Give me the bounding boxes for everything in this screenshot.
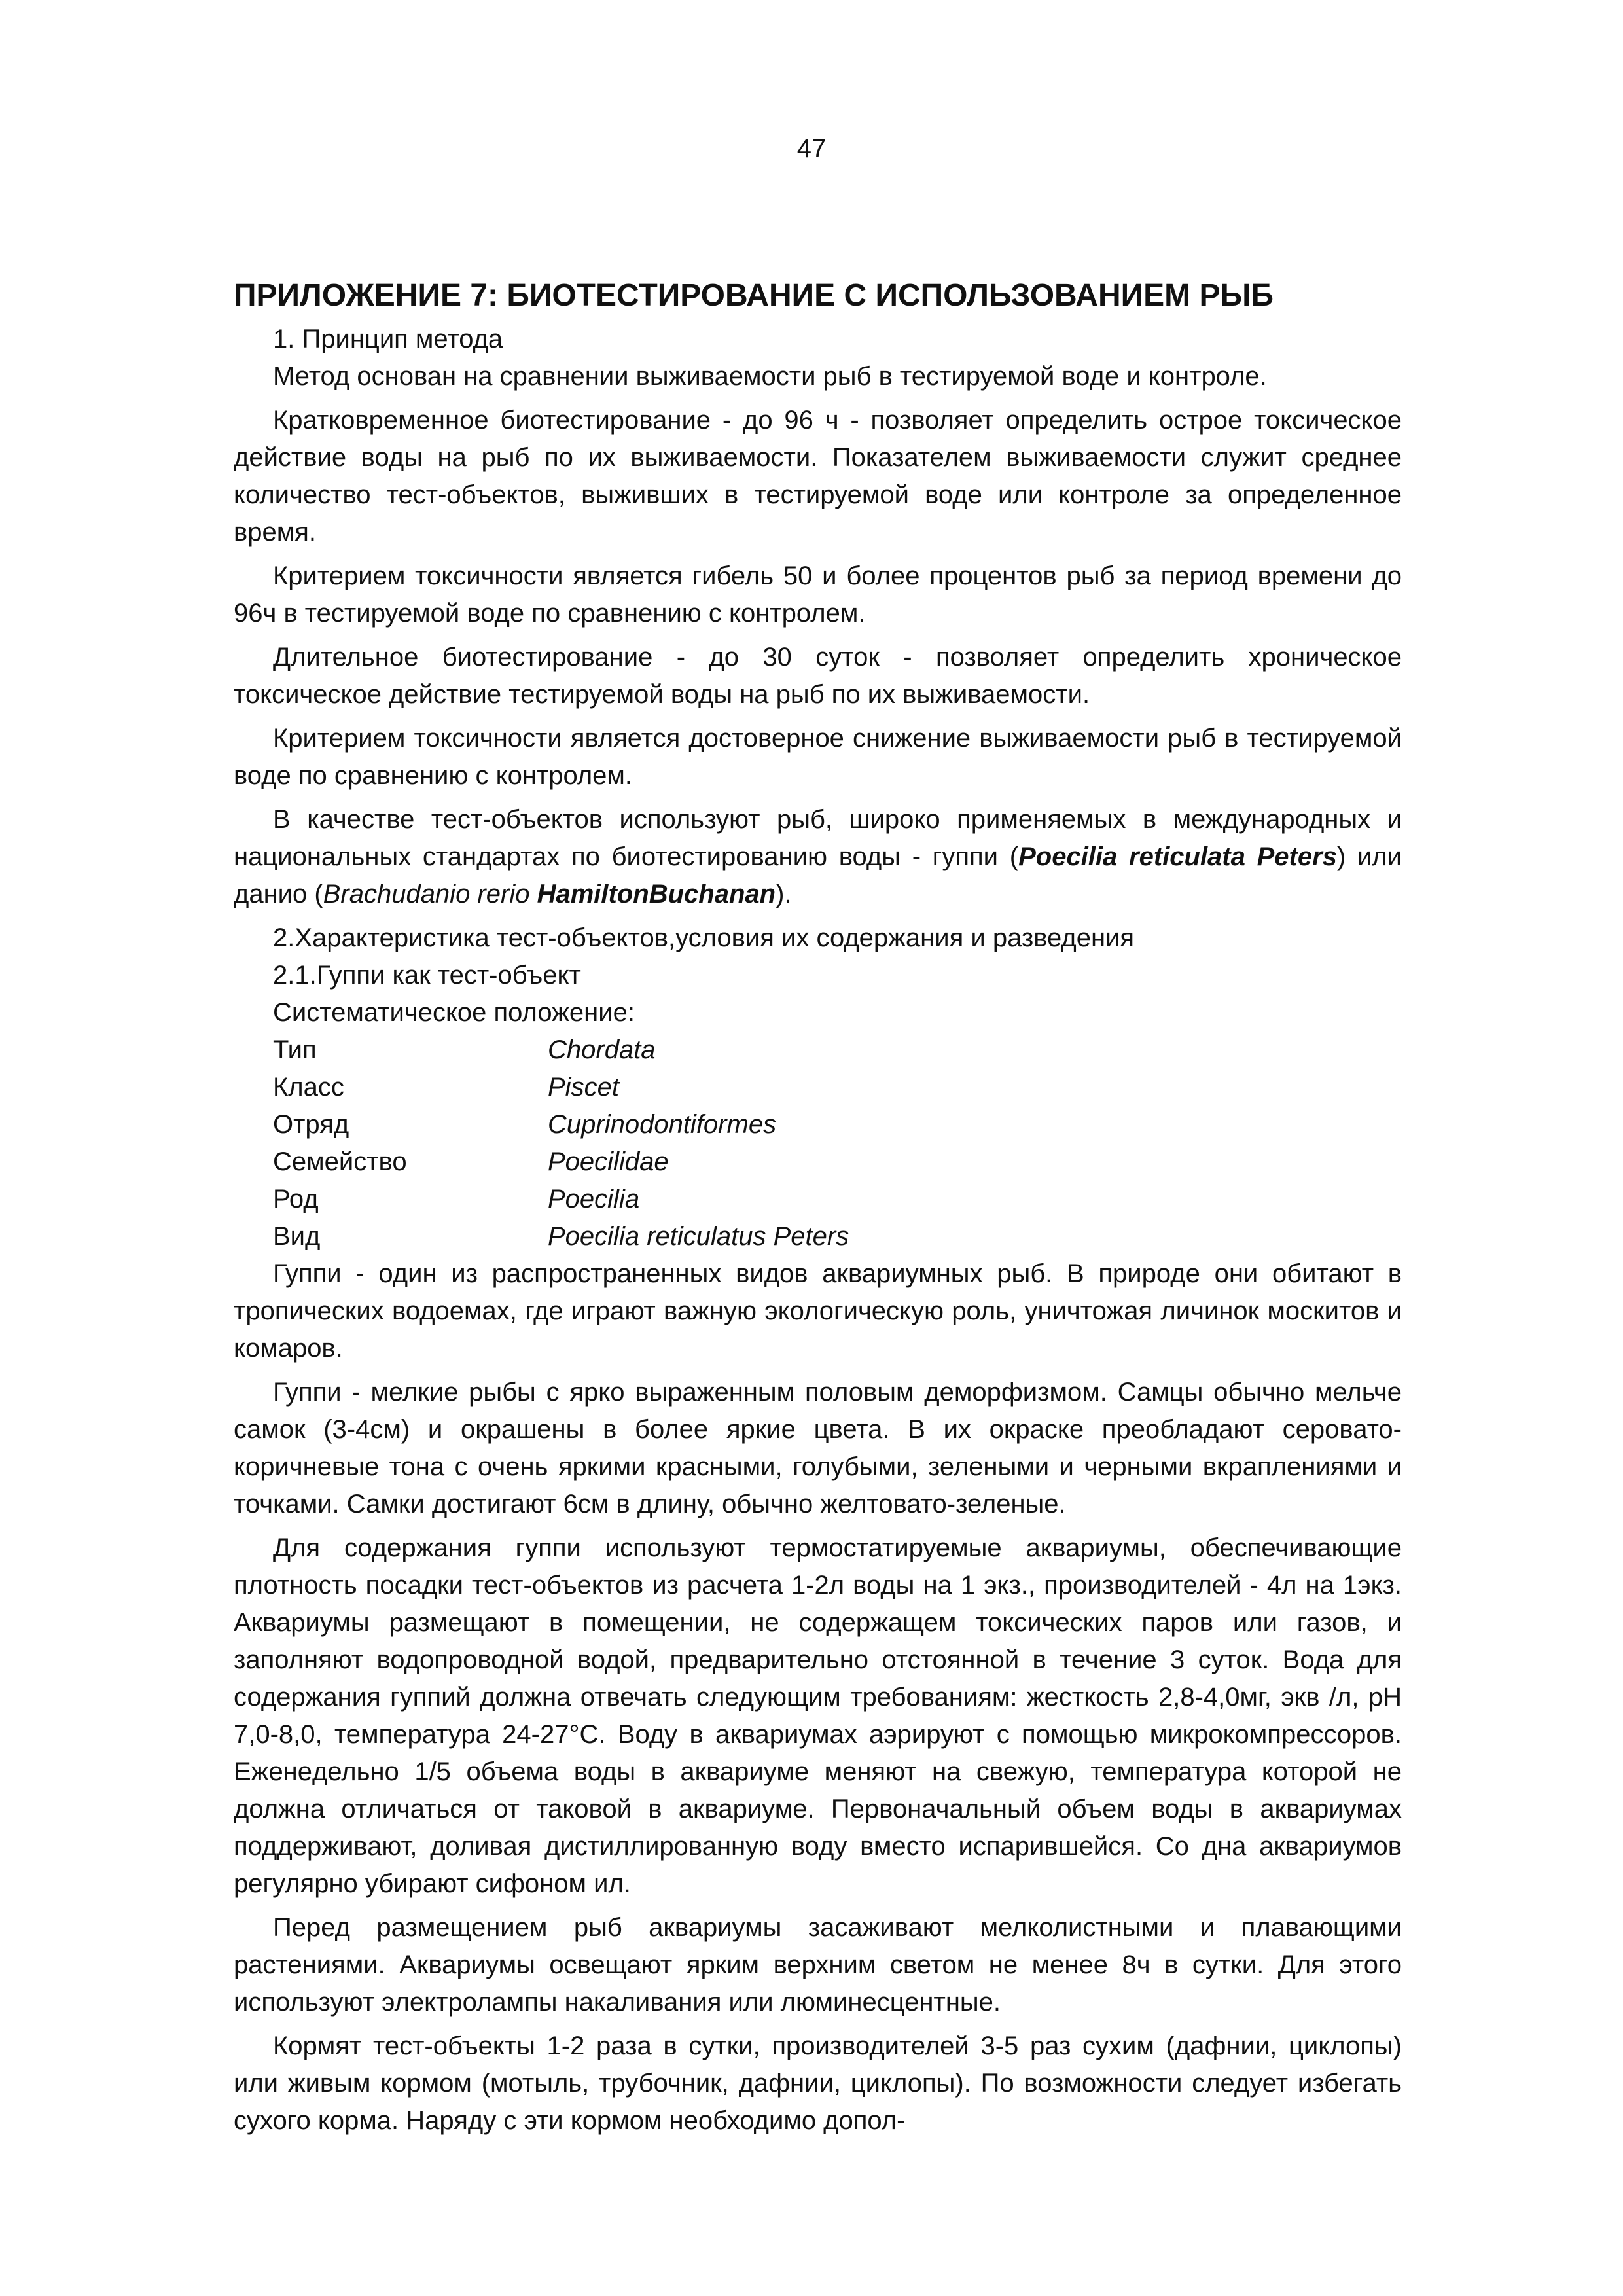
- taxonomy-table: [273, 1031, 849, 1255]
- taxonomy-row: [273, 1031, 849, 1069]
- paragraph-test-species: В качестве тест-объектов используют рыб, широко применяемых в международных и национальных стандартах по биотестированию воды - гуппи (Poecilia reticulata Peters) или данио (Brachudanio rerio HamiltonBuchanan).: [234, 805, 1402, 908]
- taxonomy-label: Систематическое положение:: [273, 998, 635, 1027]
- section-1-heading: 1. Принцип метода: [273, 325, 503, 353]
- taxonomy-row: [273, 1069, 849, 1106]
- paragraph-guppy-housing: Для содержания гуппи используют термостатируемые аквариумы, обеспечивающие плотность посадки тест-объектов из расчета 1-2л воды на 1 экз., производителей - 4л на 1экз. Аквариумы размещают в помещении, не содержащем токсических паров или газов, и заполняют водопроводной водой, предварительно отстоянной в течение 3 суток. Вода для содержания гуппий должна отвечать следующим требованиям: жесткость 2,8-4,0мг, экв /л, pH 7,0-8,0, температура 24-27°С. Воду в аквариумах аэрируют с помощью микрокомпрессоров. Еженeдельно 1/5 объема воды в аквариуме меняют на свежую, температура которой не должна отличаться от таковой в аквариуме. Первоначальный объем воды в аквариумах поддерживают, доливая дистиллированную воду вместо испарившейся. Со дна аквариумов регулярно убирают сифоном ил.: [234, 1534, 1402, 1898]
- section-2-heading: 2.Характеристика тест-объектов,условия их содержания и разведения: [273, 924, 1135, 952]
- taxonomy-row: [273, 1181, 849, 1218]
- paragraph-long-term-test: Длительное биотестирование - до 30 суток - позволяет определить хроническое токсическое действие тестируемой воды на рыб по их выживаемости.: [234, 643, 1402, 709]
- taxonomy-rank: Класс: [273, 1073, 344, 1102]
- paragraph-toxicity-criterion-chronic: Критерием токсичности является достоверное снижение выживаемости рыб в тестируемой воде по сравнению с контролем.: [234, 724, 1402, 790]
- taxonomy-row: [273, 1143, 849, 1181]
- taxonomy-row: [273, 1218, 849, 1255]
- taxonomy-value: Cuprinodontiformes: [548, 1110, 777, 1139]
- paragraph-feeding: Кормят тест-объекты 1-2 раза в сутки, производителей 3-5 раз сухим (дафнии, циклопы) или живым кормом (мотыль, трубочник, дафнии, циклопы). По возможности следует избегать сухого корма. Наряду с эти кормом необходимо допол-: [234, 2032, 1402, 2135]
- taxonomy-rank: Тип: [273, 1035, 317, 1064]
- taxonomy-rank: Отряд: [273, 1110, 349, 1139]
- paragraph-short-term-test: Кратковременное биотестирование - до 96 ч - позволяет определить острое токсическое действие воды на рыб по их выживаемости. Показателем выживаемости служит среднее количество тест-объектов, выживших в тестируемой воде или контроле за определенное время.: [234, 406, 1402, 547]
- section-2-1-heading: 2.1.Гуппи как тест-объект: [273, 961, 581, 990]
- paragraph-toxicity-criterion-acute: Критерием токсичности является гибель 50 и более процентов рыб за период времени до 96ч в тестируемой воде по сравнению с контролем.: [234, 562, 1402, 628]
- taxonomy-row: [273, 1106, 849, 1143]
- document-body: [234, 275, 1402, 2146]
- taxonomy-rank: Вид: [273, 1222, 321, 1251]
- species-danio-author: HamiltonBuchanan: [537, 880, 776, 908]
- species-danio-name: Brachudanio rerio: [323, 880, 530, 908]
- taxonomy-value: Chordata: [548, 1035, 656, 1064]
- taxonomy-value: Poecilia: [548, 1185, 640, 1213]
- taxonomy-value: Poecilidae: [548, 1147, 669, 1176]
- taxonomy-value: Poecilia reticulatus Peters: [548, 1222, 849, 1251]
- paragraph-method-basis: Метод основан на сравнении выживаемости рыб в тестируемой воде и контроле.: [273, 362, 1267, 391]
- paragraph-guppy-ecology: Гуппи - один из распространенных видов аквариумных рыб. В природе они обитают в тропических водоемах, где играют важную экологическую роль, уничтожая личинок москитов и комаров.: [234, 1259, 1402, 1363]
- appendix-title: ПРИЛОЖЕНИЕ 7: БИОТЕСТИРОВАНИЕ С ИСПОЛЬЗОВАНИЕМ РЫБ: [234, 278, 1274, 313]
- taxonomy-rank: Род: [273, 1185, 319, 1213]
- species-guppy-name: Poecilia reticulata Peters: [1018, 842, 1337, 871]
- taxonomy-rank: Семейство: [273, 1147, 407, 1176]
- paragraph-aquarium-plants-light: Перед размещением рыб аквариумы засаживают мелколистными и плавающими растениями. Аквариумы освещают ярким верхним светом не менее 8ч в сутки. Для этого используют электролампы накаливания или люминесцентные.: [234, 1913, 1402, 2017]
- page-number: 47: [796, 134, 827, 163]
- paragraph-guppy-appearance: Гуппи - мелкие рыбы с ярко выраженным половым деморфизмом. Самцы обычно мельче самок (3-4см) и окрашены в более яркие цвета. В их окраске преобладают серовато-коричневые тона с очень яркими красными, голубыми, зелеными и черными вкраплениями и точками. Самки достигают 6см в длину, обычно желтовато-зеленые.: [234, 1378, 1402, 1518]
- taxonomy-value: Piscet: [548, 1073, 619, 1102]
